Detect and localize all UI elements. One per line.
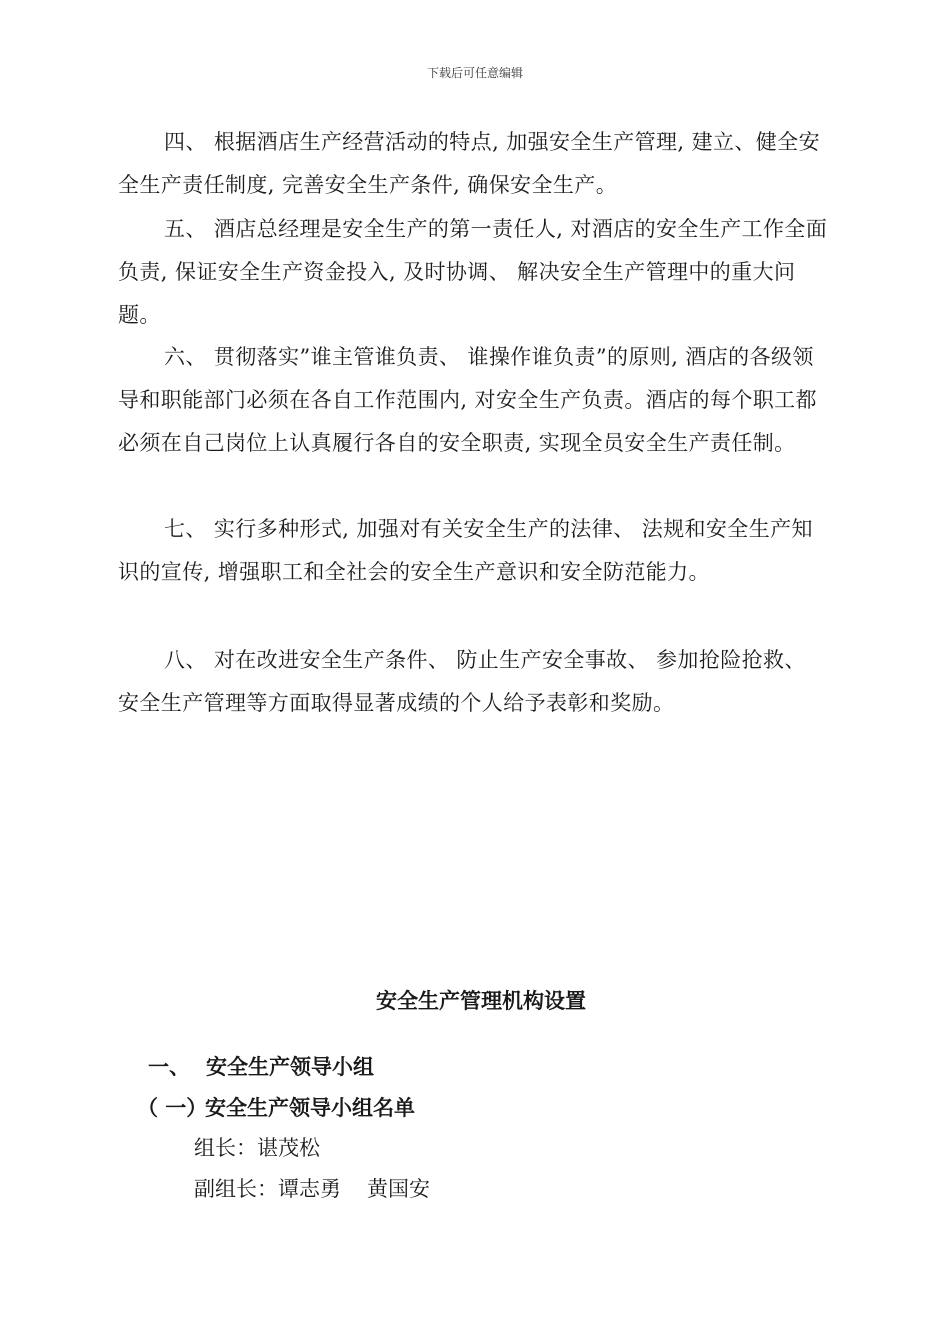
leader-line [194, 1132, 320, 1162]
deputy-name-2: 黄国安 [367, 1177, 430, 1201]
deputy-label: 副组长： [194, 1177, 278, 1201]
paragraph-4: 四、 根据酒店生产经营活动的特点, 加强安全生产管理, 建立、健全安全生产责任制度, 完善安全生产条件, 确保安全生产。 [118, 130, 820, 197]
leader-name: 谌茂松 [257, 1136, 320, 1160]
heading-number: 一、 [148, 1055, 190, 1079]
paragraph-5: 五、 酒店总经理是安全生产的第一责任人, 对酒店的安全生产工作全面负责, 保证安全生产资金投入, 及时协调、 解决安全生产管理中的重大问题。 [118, 217, 828, 327]
section-title: 安全生产管理机构设置 [376, 989, 586, 1013]
heading-label: 安全生产领导小组 [206, 1055, 374, 1079]
paragraph-6: 六、 贯彻落实”谁主管谁负责、 谁操作谁负责”的原则, 酒店的各级领导和职能部门必须在各自工作范围内, 对安全生产负责。酒店的每个职工都必须在自己岗位上认真履行各自的安全职责, 实现全员安全生产责任制。 [118, 345, 817, 455]
heading-leadership-group [148, 1051, 374, 1081]
subheading-member-list [137, 1092, 415, 1122]
deputy-name-1: 谭志勇 [278, 1177, 341, 1201]
page-header: 下载后可任意编辑 [426, 66, 523, 80]
deputy-line [194, 1173, 430, 1203]
paragraph-8: 八、 对在改进安全生产条件、 防止生产安全事故、 参加抢险抢救、 安全生产管理等方面取得显著成绩的个人给予表彰和奖励。 [118, 648, 806, 715]
leader-label: 组长： [194, 1136, 257, 1160]
subheading-number: （ 一） [137, 1096, 208, 1120]
paragraph-7: 七、 实行多种形式, 加强对有关安全生产的法律、 法规和安全生产知识的宣传, 增强职工和全社会的安全生产意识和安全防范能力。 [118, 517, 813, 584]
subheading-label: 安全生产领导小组名单 [205, 1096, 415, 1120]
